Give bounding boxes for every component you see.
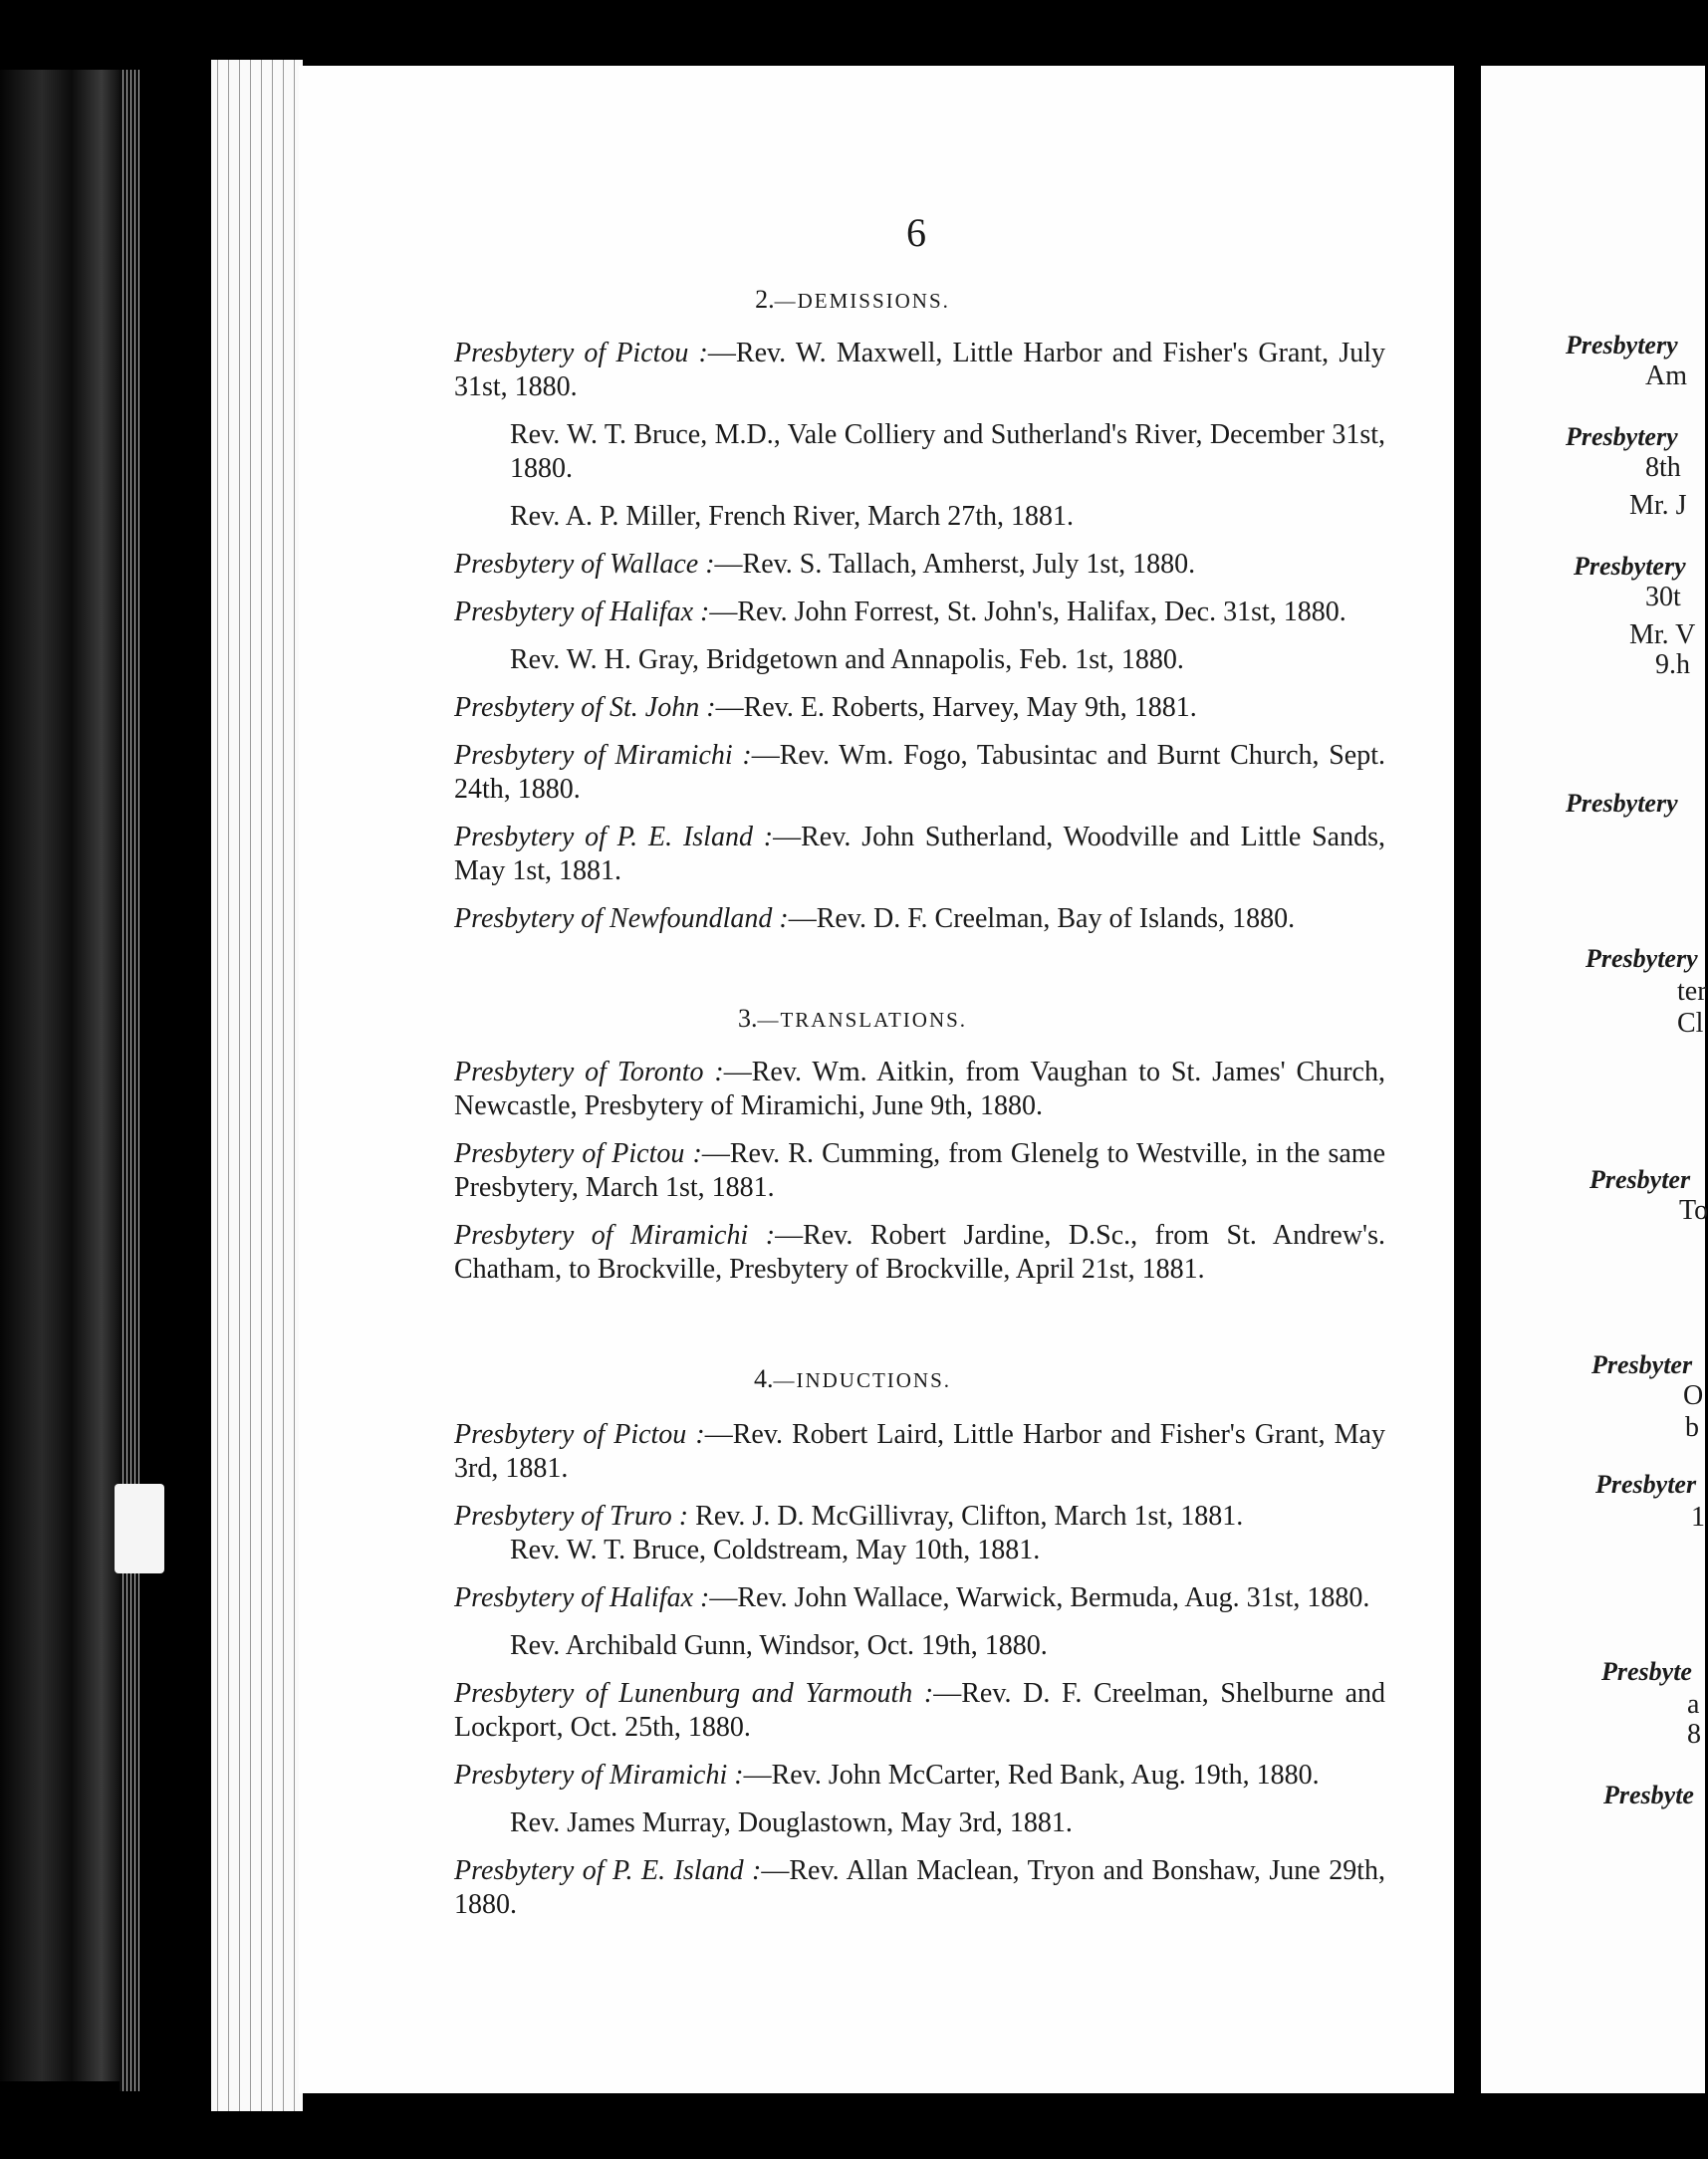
presbytery-name: Presbytery of Miramichi : — [454, 1760, 744, 1791]
entry-text: Rev. J. D. McGillivray, Clifton, March 1st, 1881. — [688, 1501, 1244, 1532]
entry — [454, 1806, 1385, 1840]
presbytery-name: Presbytery of Halifax : — [454, 1582, 710, 1613]
page-edges — [211, 60, 303, 2111]
right-page-fragment: 9.h — [1655, 649, 1690, 680]
presbytery-name: Presbytery of Halifax : — [454, 597, 710, 627]
page-number: 6 — [906, 210, 926, 255]
right-page-fragment: O — [1683, 1380, 1704, 1411]
presbytery-name: Presbytery of Lunenburg and Yarmouth : — [454, 1678, 934, 1709]
right-page-fragment: Presbyte — [1603, 1781, 1694, 1809]
right-page-fragment: Cl — [1677, 1008, 1704, 1039]
right-page-fragment: Presbyter — [1591, 1350, 1693, 1379]
page-stack-edge — [120, 70, 139, 2091]
presbytery-name: Presbytery of St. John : — [454, 692, 716, 723]
presbytery-name: Presbytery of Pictou : — [454, 1138, 702, 1169]
right-page-fragment: a — [1687, 1689, 1700, 1720]
entry — [454, 1677, 1385, 1745]
book-spine — [0, 70, 120, 2081]
entry-text: —Rev. John Forrest, St. John's, Halifax, Dec. 31st, 1880. — [709, 597, 1346, 627]
section-title: INDUCTIONS. — [796, 1368, 952, 1392]
entry — [454, 596, 1385, 629]
entry — [454, 1581, 1385, 1615]
entry — [454, 1759, 1385, 1793]
section-number: 2. — [755, 285, 775, 314]
presbytery-name: Presbytery of Pictou : — [454, 338, 708, 368]
entry-text: Rev. A. P. Miller, French River, March 27th, 1881. — [510, 501, 1074, 532]
entry-text: —Rev. W. Maxwell, Little Harbor and Fisher's Grant, July 31st, 1880. — [454, 338, 1385, 402]
right-page-fragment: Presbytery — [1566, 422, 1678, 451]
right-page-fragment: Presbytery — [1566, 331, 1678, 360]
right-page-fragment: 8th — [1645, 452, 1681, 483]
entry-text: Rev. W. T. Bruce, M.D., Vale Colliery and Sutherland's River, December 31st, 1880. — [510, 419, 1385, 484]
right-page-fragment: Presbyter — [1589, 1165, 1691, 1194]
entry — [454, 1056, 1385, 1123]
section-heading-demissions: 2.—DEMISSIONS. — [755, 285, 950, 314]
section-title: TRANSLATIONS. — [780, 1008, 968, 1032]
right-page-fragment: 8 — [1687, 1719, 1701, 1750]
entry-text: —Rev. Allan Maclean, Tryon and Bonshaw, June 29th, 1880. — [454, 1855, 1385, 1920]
entry — [454, 1219, 1385, 1287]
presbytery-name: Presbytery of P. E. Island : — [454, 822, 774, 852]
section-demissions — [454, 337, 1385, 950]
presbytery-name: Presbytery of Wallace : — [454, 549, 715, 580]
entry-text: —Rev. Robert Jardine, D.Sc., from St. Andrew's. Chatham, to Brockville, Presbytery of Brockville, April 21st, 1881. — [454, 1220, 1385, 1285]
right-page-fragment: b — [1685, 1412, 1699, 1443]
entry — [454, 500, 1385, 534]
right-page-fragment: Am — [1645, 360, 1687, 391]
entry — [454, 739, 1385, 807]
section-number: 4. — [753, 1364, 774, 1393]
entry — [454, 1418, 1385, 1486]
right-page-fragment: ter — [1677, 976, 1707, 1007]
right-page-fragment: Presbytery — [1574, 552, 1686, 581]
entry — [454, 1534, 1385, 1567]
presbytery-name: Presbytery of Newfoundland : — [454, 903, 789, 934]
entry — [454, 643, 1385, 677]
section-title: DEMISSIONS. — [797, 289, 950, 313]
entry-text: —Rev. Wm. Fogo, Tabusintac and Burnt Church, Sept. 24th, 1880. — [454, 740, 1385, 805]
entry — [454, 418, 1385, 486]
section-inductions — [454, 1418, 1385, 1936]
entry-text: —Rev. John Sutherland, Woodville and Little Sands, May 1st, 1881. — [454, 822, 1385, 886]
presbytery-name: Presbytery of Miramichi : — [454, 740, 752, 771]
entry — [454, 691, 1385, 725]
entry-text: —Rev. Robert Laird, Little Harbor and Fisher's Grant, May 3rd, 1881. — [454, 1419, 1385, 1484]
right-page-fragment: Presbyter — [1595, 1470, 1697, 1499]
presbytery-name: Presbytery of Pictou : — [454, 1419, 705, 1450]
section-heading-inductions: 4.—INDUCTIONS. — [753, 1364, 952, 1393]
entry — [454, 821, 1385, 888]
entry-text: Rev. Archibald Gunn, Windsor, Oct. 19th, 1880. — [510, 1630, 1048, 1661]
entry-text: —Rev. Wm. Aitkin, from Vaughan to St. James' Church, Newcastle, Presbytery of Miramichi, June 9th, 1880. — [454, 1057, 1385, 1121]
bookmark-tab — [115, 1484, 164, 1573]
section-number: 3. — [737, 1004, 758, 1033]
entry-text: Rev. W. H. Gray, Bridgetown and Annapolis, Feb. 1st, 1880. — [510, 644, 1184, 675]
entry-text: Rev. W. T. Bruce, Coldstream, May 10th, 1881. — [510, 1535, 1041, 1565]
entry-text: —Rev. R. Cumming, from Glenelg to Westville, in the same Presbytery, March 1st, 1881. — [454, 1138, 1385, 1203]
entry — [454, 548, 1385, 582]
entry-text: —Rev. S. Tallach, Amherst, July 1st, 1880. — [714, 549, 1196, 580]
entry — [454, 1137, 1385, 1205]
right-page-fragment: Presbytery — [1586, 944, 1698, 973]
entry — [454, 337, 1385, 404]
section-translations — [454, 1056, 1385, 1301]
right-page-fragment: Mr. V — [1629, 619, 1696, 650]
entry-text: —Rev. D. F. Creelman, Bay of Islands, 1880. — [788, 903, 1296, 934]
right-page-fragment: 30t — [1645, 582, 1681, 612]
entry — [454, 1629, 1385, 1663]
entry-text: Rev. James Murray, Douglastown, May 3rd, 1881. — [510, 1807, 1073, 1838]
entry-text: —Rev. John McCarter, Red Bank, Aug. 19th, 1880. — [743, 1760, 1320, 1791]
right-page-fragment: 1 — [1691, 1502, 1705, 1533]
presbytery-name: Presbytery of P. E. Island : — [454, 1855, 762, 1886]
right-page-fragment: Mr. J — [1629, 490, 1687, 521]
entry-text: —Rev. John Wallace, Warwick, Bermuda, Aug. 31st, 1880. — [709, 1582, 1370, 1613]
entry — [454, 1854, 1385, 1922]
entry-text: —Rev. D. F. Creelman, Shelburne and Lockport, Oct. 25th, 1880. — [454, 1678, 1385, 1743]
right-page-fragment: Presbytery — [1566, 789, 1678, 818]
entry-text: —Rev. E. Roberts, Harvey, May 9th, 1881. — [715, 692, 1197, 723]
entry — [454, 902, 1385, 936]
right-page-fragment: To — [1679, 1195, 1708, 1226]
presbytery-name: Presbytery of Toronto : — [454, 1057, 724, 1087]
entry — [454, 1500, 1385, 1534]
presbytery-name: Presbytery of Truro : — [454, 1501, 689, 1532]
presbytery-name: Presbytery of Miramichi : — [454, 1220, 776, 1251]
right-page-fragment: Presbyte — [1601, 1657, 1692, 1686]
section-heading-translations: 3.—TRANSLATIONS. — [737, 1004, 968, 1033]
